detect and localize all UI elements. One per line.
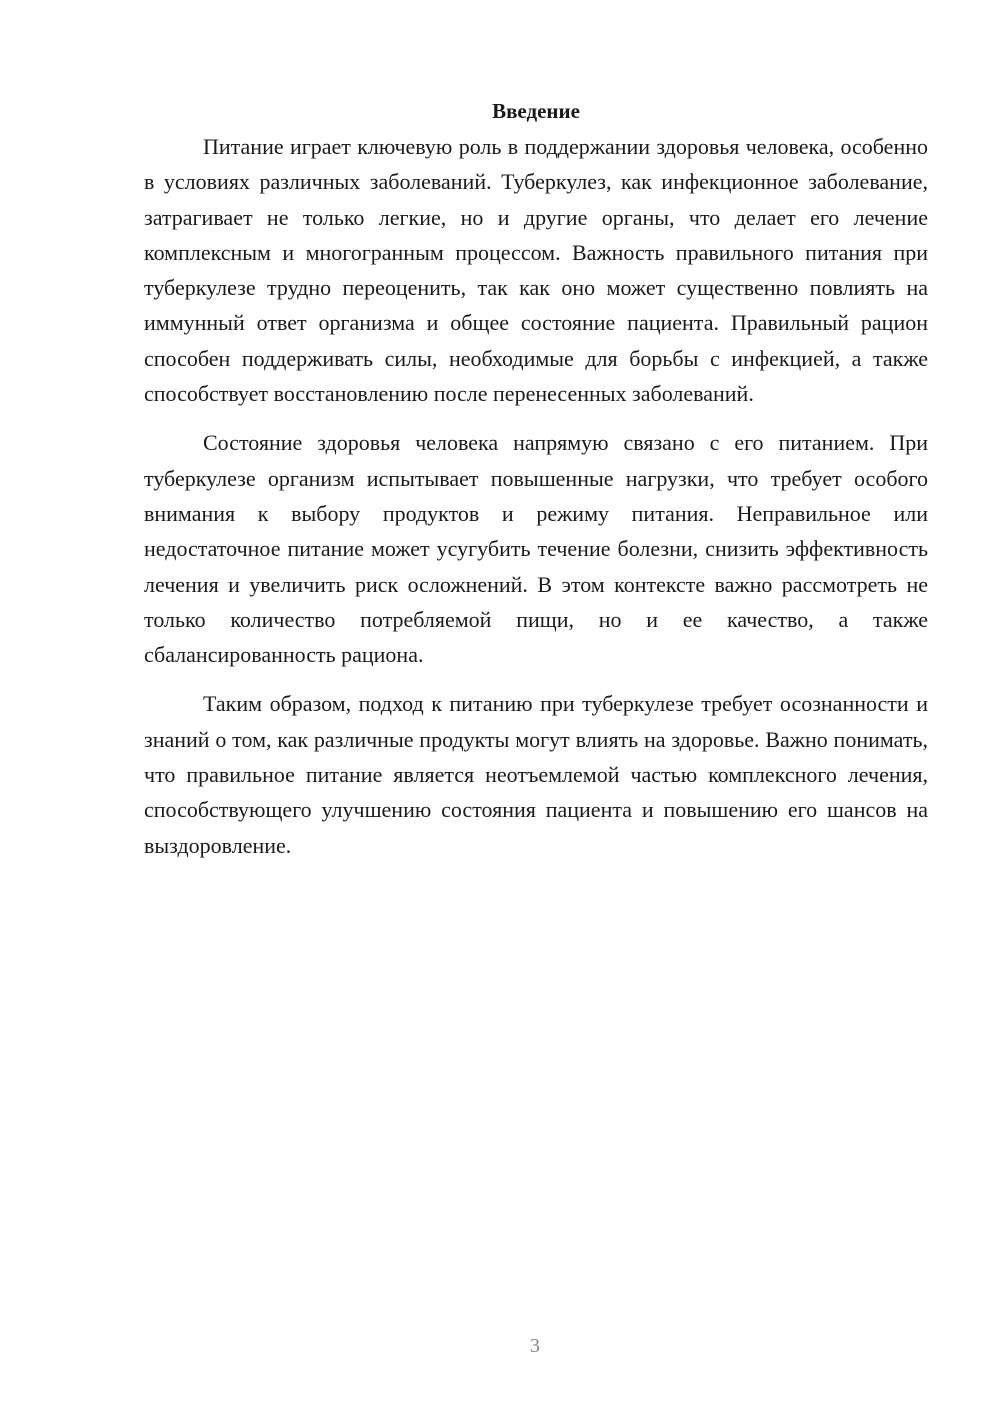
paragraph-2: Состояние здоровья человека напрямую связано с его питанием. При туберкулезе организм испытывает повышенные нагрузки, что требует особого внимания к выбору продуктов и режиму питания. Неправильное или недостаточное питание может усугубить течение болезни, снизить эффективность лечения и увеличить риск осложнений. В этом контексте важно рассмотреть не только количество потребляемой пищи, но и ее качество, а также сбалансированность рациона. (144, 430, 928, 668)
section-heading: Введение (492, 99, 580, 123)
paragraph-1: Питание играет ключевую роль в поддержании здоровья человека, особенно в условиях различных заболеваний. Туберкулез, как инфекционное заболевание, затрагивает не только легкие, но и другие органы, что делает его лечение комплексным и многогранным процессом. Важность правильного питания при туберкулезе трудно переоценить, так как оно может существенно повлиять на иммунный ответ организма и общее состояние пациента. Правильный рацион способен поддерживать силы, необходимые для борьбы с инфекцией, а также способствует восстановлению после перенесенных заболеваний. (144, 134, 928, 407)
paragraph-3: Таким образом, подход к питанию при туберкулезе требует осознанности и знаний о том, как различные продукты могут влиять на здоровье. Важно понимать, что правильное питание является неотъемлемой частью комплексного лечения, способствующего улучшению состояния пациента и повышению его шансов на выздоровление. (144, 691, 928, 858)
document-body (144, 94, 928, 863)
page-number: 3 (530, 1335, 540, 1357)
